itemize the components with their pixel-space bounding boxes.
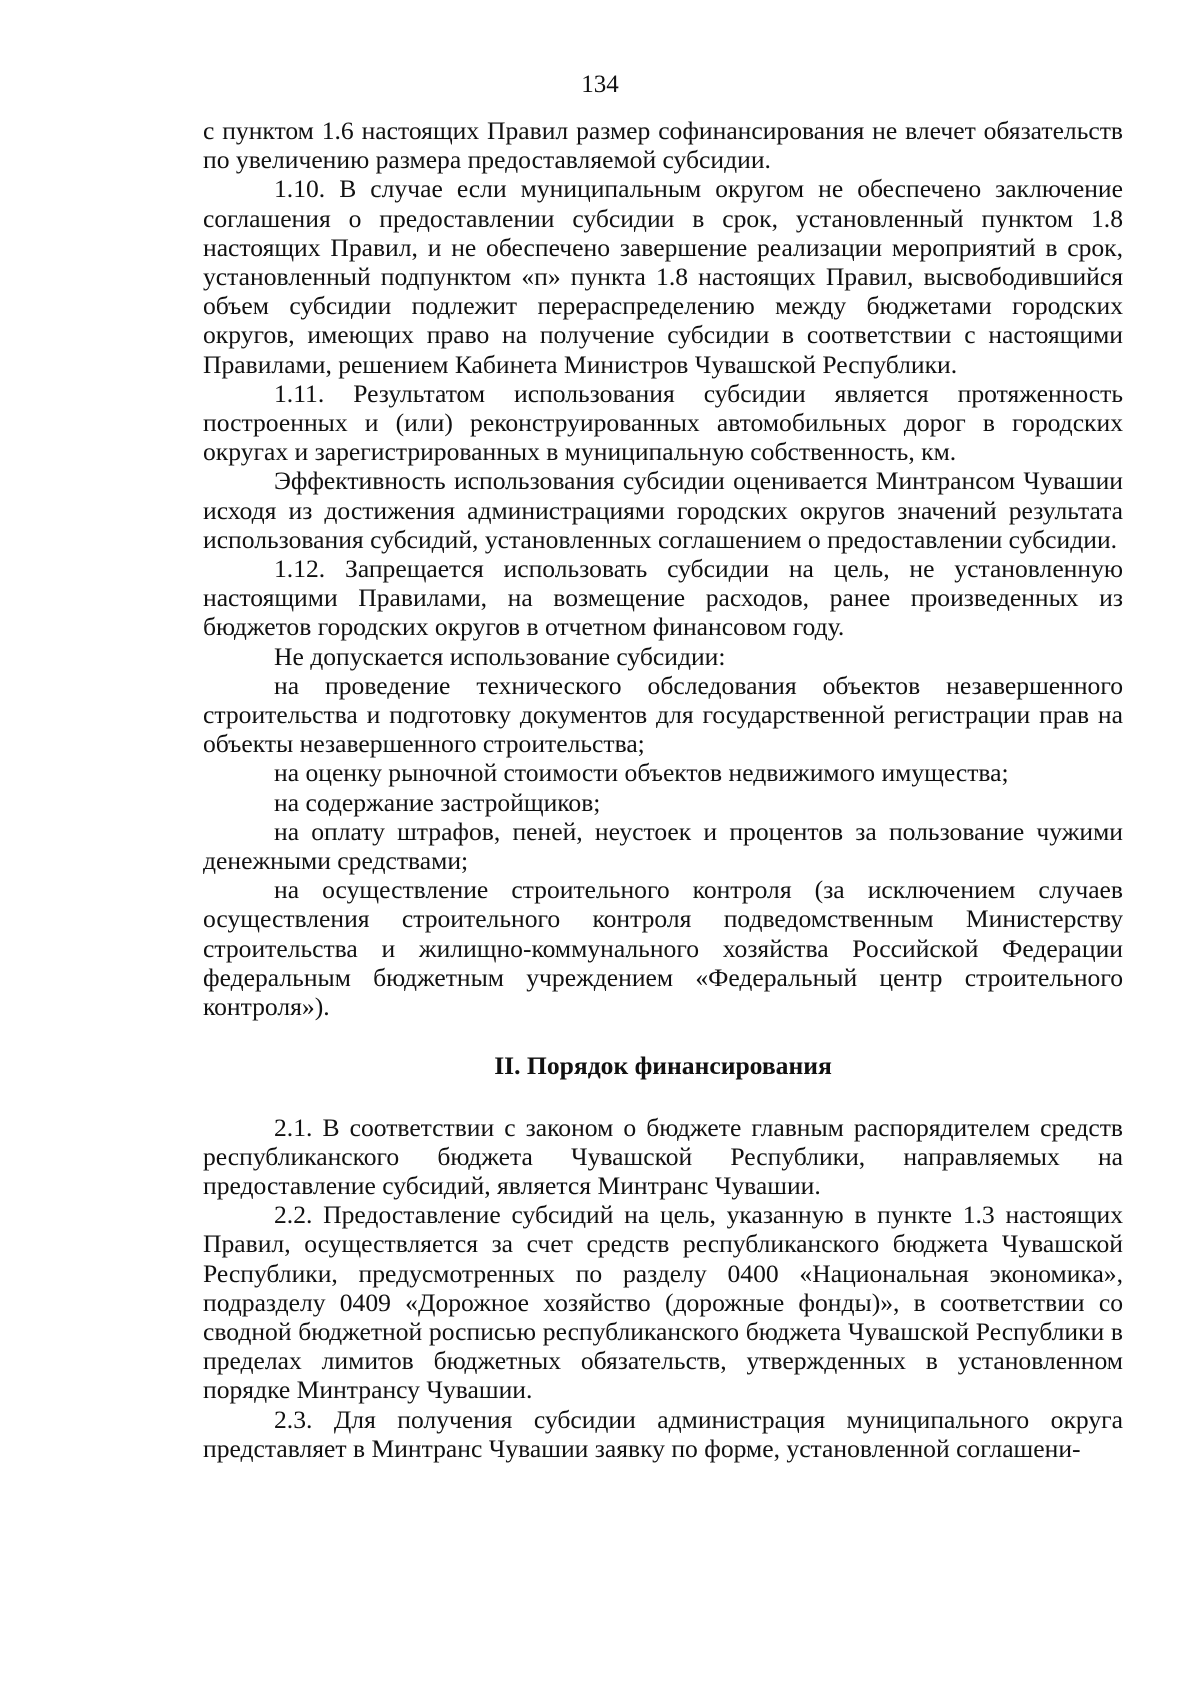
list-item: на оценку рыночной стоимости объектов недвижимого имущества;	[274, 758, 1009, 788]
page-number: 134	[581, 71, 619, 98]
list-item: на оплату штрафов, пеней, неустоек и процентов за пользование чужими денежными средствами;	[203, 816, 1123, 876]
paragraph-1-10: 1.10. В случае если муниципальным округом не обеспечено заключение соглашения о предоставлении субсидии в срок, установленный пунктом 1.8 настоящих Правил, и не обеспечено завершение реализации мероприятий в срок, установленный подпунктом «п» пункта 1.8 настоящих Правил, высвободившийся объем субсидии подлежит перераспределению между бюджетами городских округов, имеющих право на получение субсидии в соответствии с настоящими Правилами, решением Кабинета Министров Чувашской Республики.	[203, 174, 1123, 379]
document-body	[203, 116, 1123, 1463]
list-item: на осуществление строительного контроля (за исключением случаев осуществления строительного контроля подведомственным Министерству строительства и жилищно-коммунального хозяйства Российской Федерации федеральным бюджетным учреждением «Федеральный центр строительного контроля»).	[203, 875, 1123, 1022]
list-item: на содержание застройщиков;	[274, 787, 601, 817]
paragraph-2-1: 2.1. В соответствии с законом о бюджете главным распорядителем средств республиканского бюджета Чувашской Республики, направляемых на предоставление субсидий, является Минтранс Чувашии.	[203, 1112, 1123, 1200]
paragraph-1-11: 1.11. Результатом использования субсидии является протяженность построенных и (или) реконструированных автомобильных дорог в городских округах и зарегистрированных в муниципальную собственность, км.	[203, 378, 1123, 467]
paragraph-effectiveness: Эффективность использования субсидии оценивается Минтрансом Чувашии исходя из достижения администрациями городских округов значений результата использования субсидий, установленных соглашением о предоставлении субсидии.	[203, 466, 1123, 554]
section-heading: II. Порядок финансирования	[494, 1051, 832, 1081]
list-item: на проведение технического обследования объектов незавершенного строительства и подготовку документов для государственной регистрации прав на объекты незавершенного строительства;	[203, 670, 1123, 759]
paragraph-continuation: с пунктом 1.6 настоящих Правил размер софинансирования не влечет обязательств по увеличению размера предоставляемой субсидии.	[203, 116, 1123, 175]
paragraph-1-12: 1.12. Запрещается использовать субсидии на цель, не установленную настоящими Правилами, на возмещение расходов, ранее произведенных из бюджетов городских округов в отчетном финансовом году.	[203, 554, 1123, 642]
paragraph-2-2: 2.2. Предоставление субсидий на цель, указанную в пункте 1.3 настоящих Правил, осуществляется за счет средств республиканского бюджета Чувашской Республики, предусмотренных по разделу 0400 «Национальная экономика», подразделу 0409 «Дорожное хозяйство (дорожные фонды)», в соответствии со сводной бюджетной росписью республиканского бюджета Чувашской Республики в пределах лимитов бюджетных обязательств, утвержденных в установленном порядке Минтрансу Чувашии.	[203, 1200, 1123, 1405]
paragraph-2-3: 2.3. Для получения субсидии администрация муниципального округа представляет в Минтранс Чувашии заявку по форме, установленной соглашени-	[203, 1404, 1123, 1463]
paragraph-not-allowed: Не допускается использование субсидии:	[274, 641, 726, 671]
